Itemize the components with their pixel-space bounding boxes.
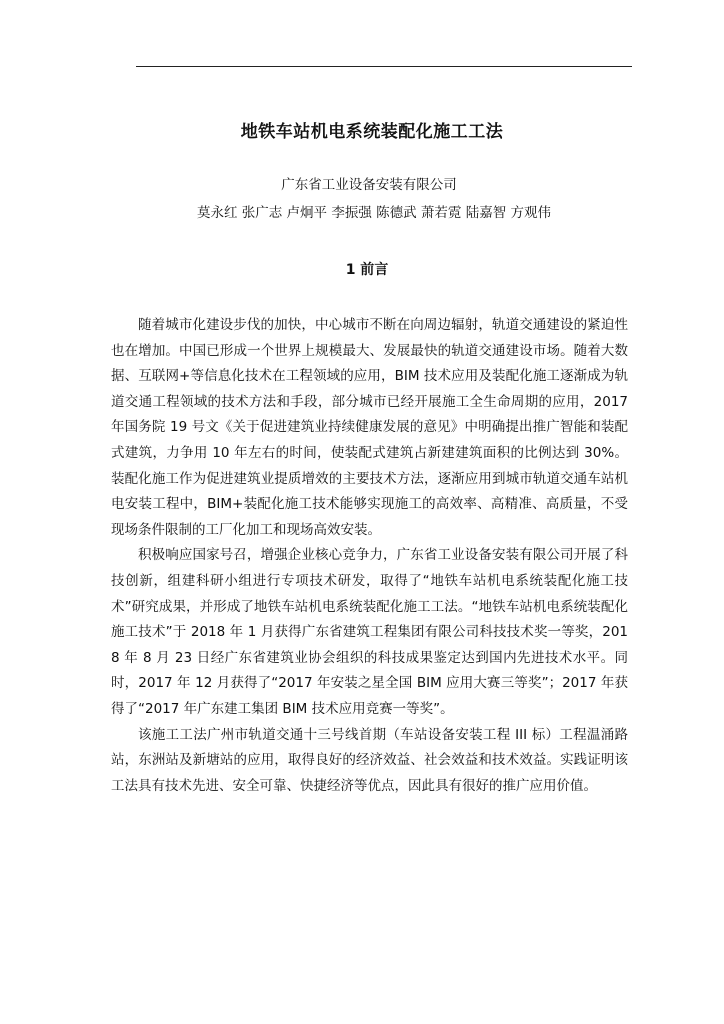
paragraph-2: 积极响应国家号召，增强企业核心竞争力，广东省工业设备安装有限公司开展了科技创新，组建科研小组进行专项技术研发，取得了“地铁车站机电系统装配化施工技术”研究成果，并形成了地铁车站机电系统装配化施工工法。“地铁车站机电系统装配化施工技术”于 2018 年 1 月获得广东省建筑工程集团有限公司科技技术奖一等奖，2018 年 8 月 23 日经广东省建筑业协会组织的科技成果鉴定达到国内先进技术水平。同时，2017 年 12 月获得了“2017 年安装之星全国 BIM 应用大赛三等奖”；2017 年获得了“2017 年广东建工集团 BIM 技术应用竞赛一等奖”。 — [111, 547, 628, 717]
author-list: 莫永红 张广志 卢炯平 李振强 陈德武 萧若霓 陆嘉智 方观伟 — [196, 205, 552, 221]
section-heading: 1 前言 — [345, 262, 389, 278]
body-text — [111, 313, 628, 799]
document-title: 地铁车站机电系统装配化施工工法 — [240, 122, 504, 142]
header-rule — [136, 66, 632, 67]
paragraph-1: 随着城市化建设步伐的加快，中心城市不断在向周边辐射，轨道交通建设的紧迫性也在增加。中国已形成一个世界上规模最大、发展最快的轨道交通建设市场。随着大数据、互联网+等信息化技术在工程领域的应用，BIM 技术应用及装配化施工逐渐成为轨道交通工程领域的技术方法和手段，部分城市已经开展施工全生命周期的应用，2017 年国务院 19 号文《关于促进建筑业持续健康发展的意见》中明确提出推广智能和装配式建筑，力争用 10 年左右的时间，使装配式建筑占新建建筑面积的比例达到 30%。装配化施工作为促进建筑业提质增效的主要技术方法，逐渐应用到城市轨道交通车站机电安装工程中，BIM+装配化施工技术能够实现施工的高效率、高精准、高质量，不受现场条件限制的工厂化加工和现场高效安装。 — [111, 317, 628, 538]
organization-name: 广东省工业设备安装有限公司 — [281, 177, 457, 193]
paragraph-3: 该施工工法广州市轨道交通十三号线首期（车站设备安装工程 III 标）工程温涌路站，东洲站及新塘站的应用，取得良好的经济效益、社会效益和技术效益。实践证明该工法具有技术先进、安全可靠、快捷经济等优点，因此具有很好的推广应用价值。 — [111, 726, 628, 794]
